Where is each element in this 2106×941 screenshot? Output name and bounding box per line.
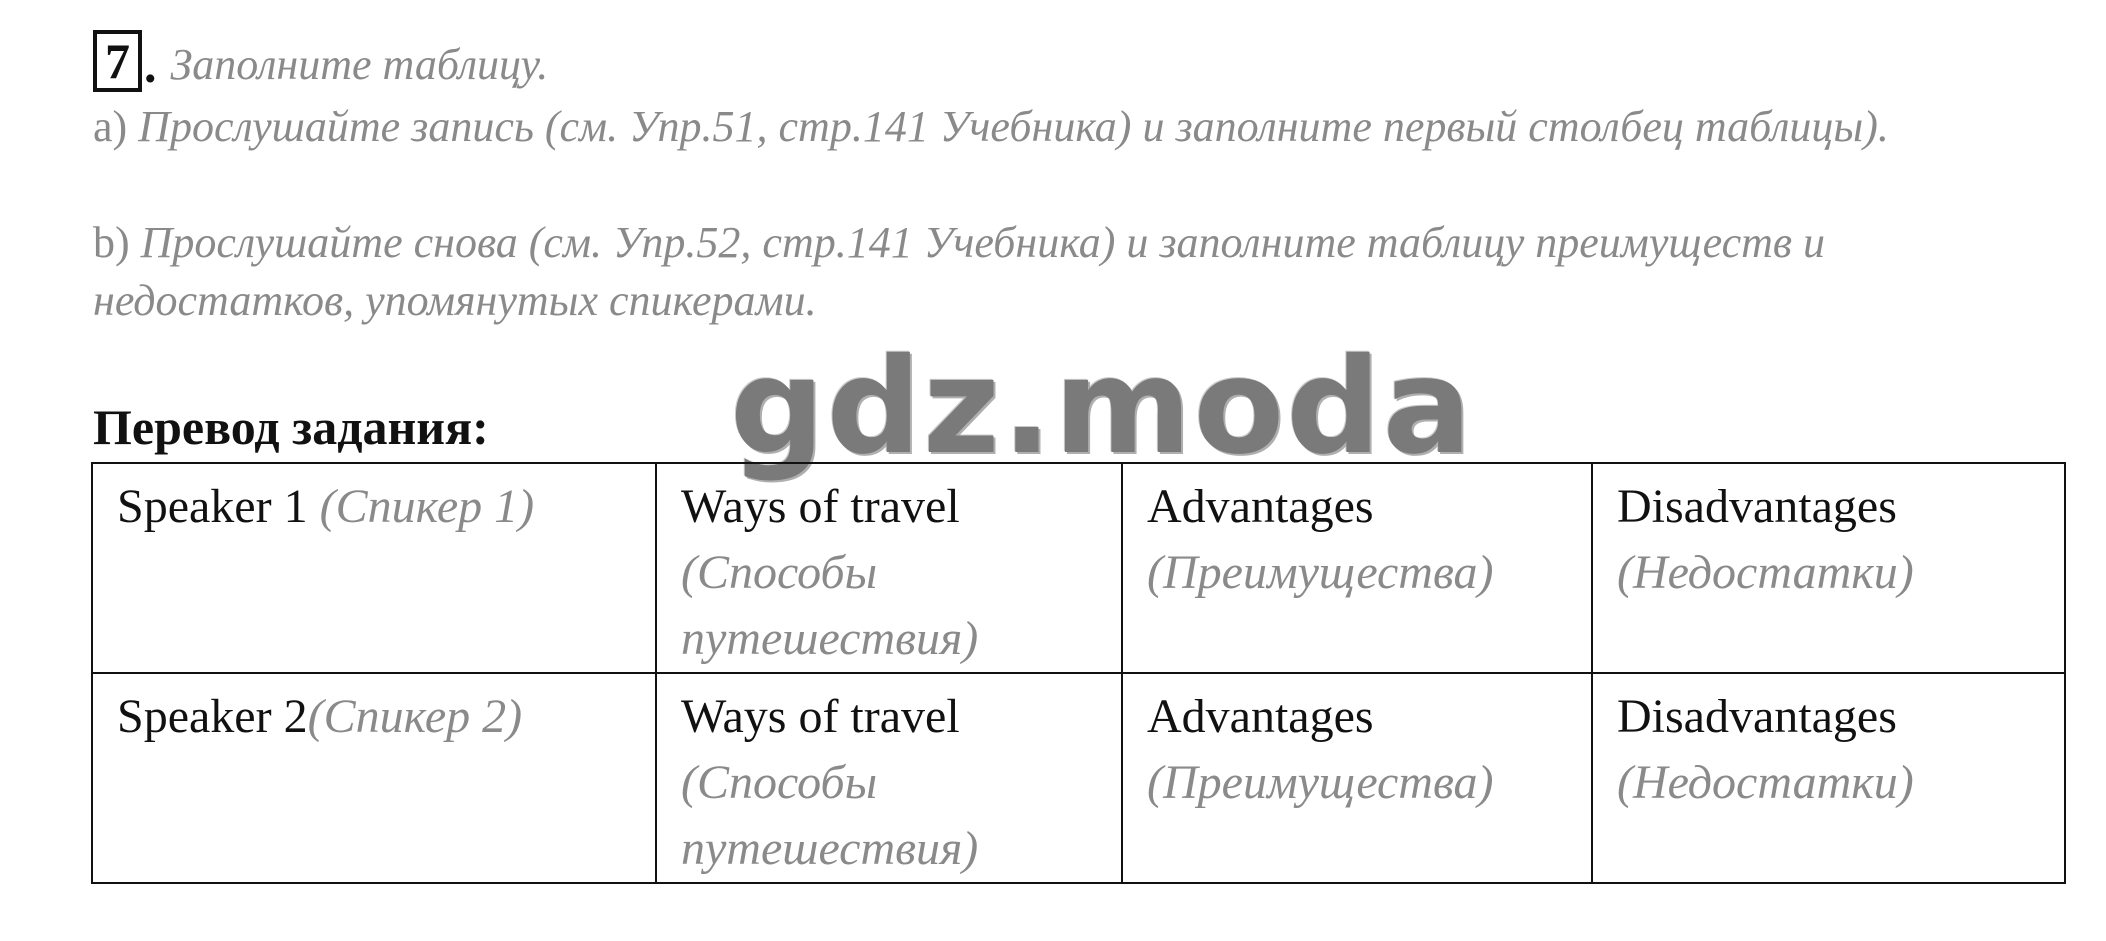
cell-main-text: Ways of travel (681, 690, 960, 743)
cell-translation: (Преимущества) (1147, 756, 1494, 809)
instruction-a (93, 98, 2053, 156)
table-cell (1592, 463, 2065, 673)
table-cell (1122, 463, 1592, 673)
cell-translation: (Спикер 1) (319, 480, 535, 533)
table-cell (92, 463, 656, 673)
cell-main-text: Ways of travel (681, 480, 960, 533)
cell-main-text: Speaker 1 (117, 480, 320, 533)
table-row (92, 463, 2065, 673)
table-cell (656, 673, 1122, 883)
cell-translation: (Преимущества) (1147, 546, 1494, 599)
translation-heading: Перевод задания: (93, 399, 489, 455)
cell-translation: (Способы путешествия) (681, 756, 979, 875)
cell-main-text: Advantages (1147, 690, 1374, 743)
table-cell (656, 463, 1122, 673)
cell-translation: (Недостатки) (1617, 546, 1914, 599)
table-cell (1122, 673, 1592, 883)
instruction-b (93, 214, 2053, 330)
cell-main-text: Advantages (1147, 480, 1374, 533)
table-row (92, 673, 2065, 883)
instruction-b-text: Прослушайте снова (см. Упр.52, стр.141 Учебника) и заполните таблицу преимуществ и недостатков, упомянутых спикерами. (93, 218, 1826, 325)
task-header (93, 30, 548, 92)
cell-main-text: Disadvantages (1617, 480, 1897, 533)
cell-translation: (Недостатки) (1617, 756, 1914, 809)
table-cell (92, 673, 656, 883)
task-table (91, 462, 2066, 884)
cell-translation: (Спикер 2) (307, 690, 523, 743)
task-number-box: 7 (93, 30, 142, 92)
watermark-logo: gdz.moda (730, 330, 1474, 484)
cell-main-text: Speaker 2 (117, 690, 308, 743)
cell-main-text: Disadvantages (1617, 690, 1897, 743)
instruction-b-marker: b) (93, 218, 130, 267)
task-title: Заполните таблицу. (170, 40, 549, 89)
task-number-dot: . (144, 37, 157, 93)
table-cell (1592, 673, 2065, 883)
instruction-a-text: Прослушайте запись (см. Упр.51, стр.141 Учебника) и заполните первый столбец таблицы). (127, 102, 1889, 151)
instruction-a-marker: a) (93, 102, 128, 151)
cell-translation: (Способы путешествия) (681, 546, 979, 665)
